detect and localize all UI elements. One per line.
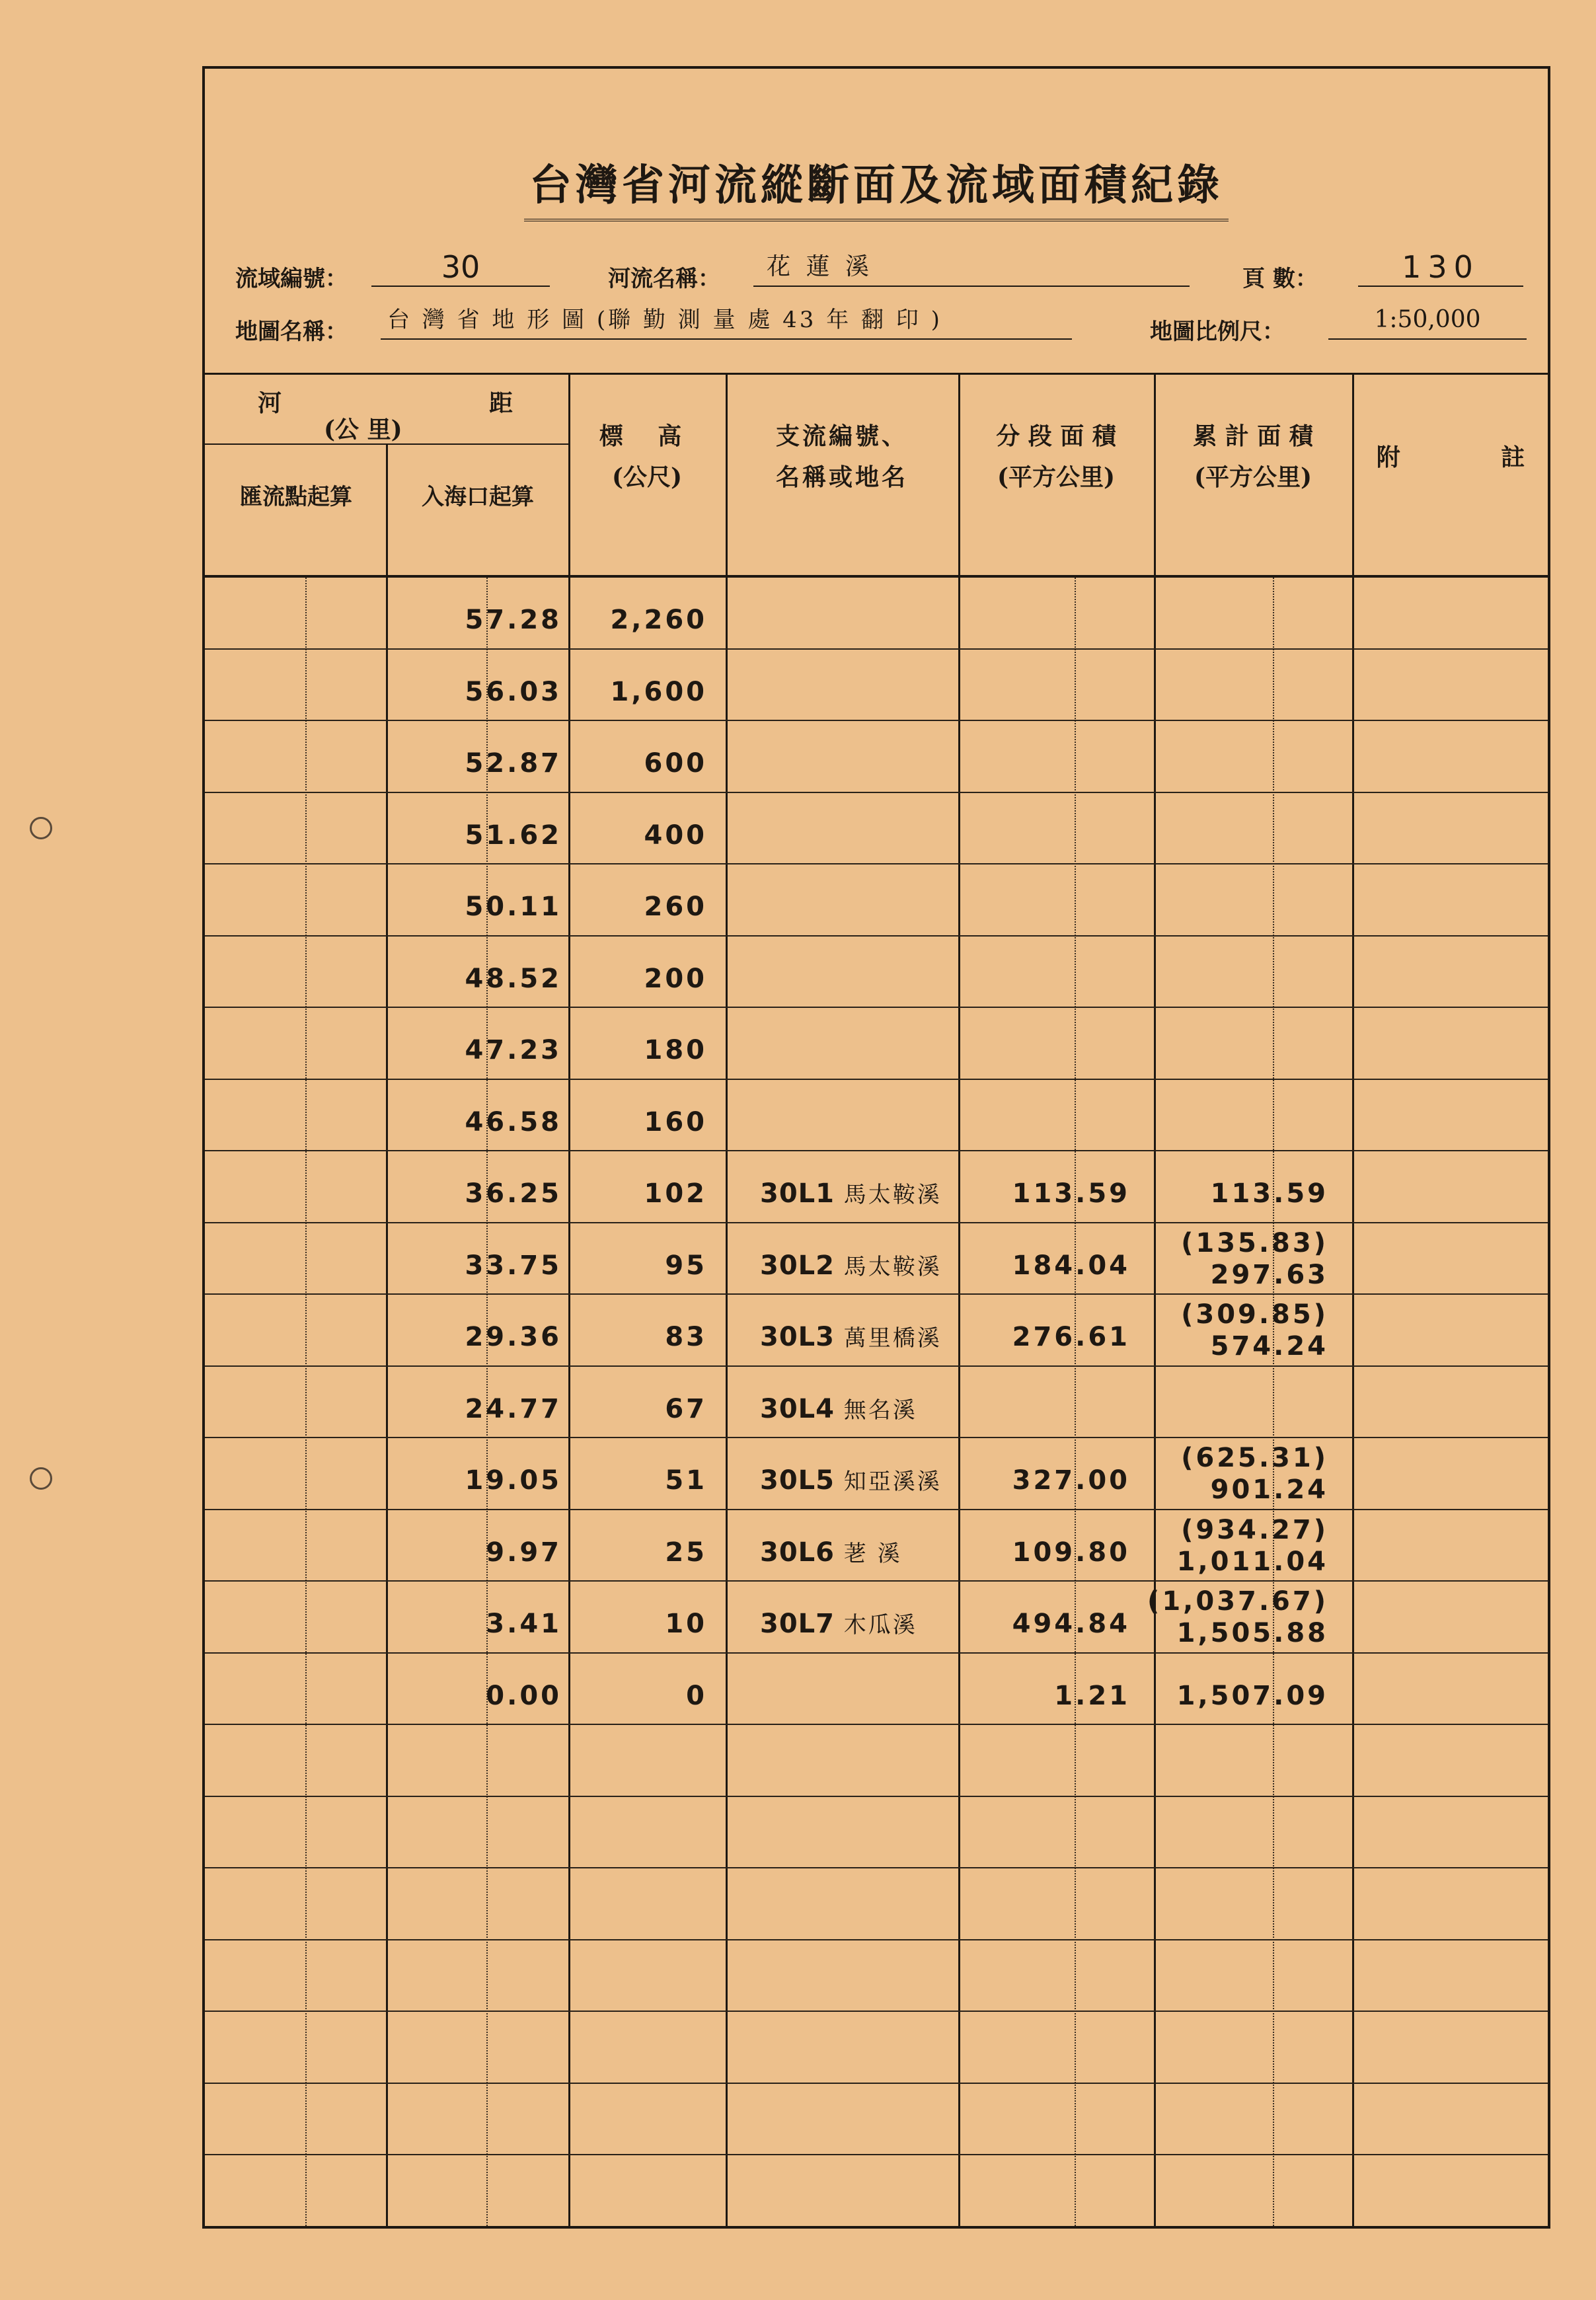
tributary-name: 知亞溪溪 (834, 1469, 942, 1496)
table-row (205, 1080, 1548, 1152)
elevation-value: 67 (665, 1393, 707, 1424)
river-name-value: 花 蓮 溪 (753, 249, 1190, 287)
table-top-rule (205, 373, 1548, 375)
elevation-value: 10 (665, 1609, 707, 1640)
segment-area-value: 113.59 (1012, 1178, 1130, 1209)
distance-from-mouth: 33.75 (465, 1250, 562, 1281)
page-value: 130 (1358, 249, 1523, 287)
map-scale-label: 地圖比例尺： (1150, 319, 1285, 345)
map-scale-value: 1:50,000 (1328, 301, 1527, 340)
tributary-entry (760, 1467, 942, 1495)
tributary-code: 30L4 (760, 1393, 835, 1424)
cumulative-area-prior: (309.85) (1181, 1299, 1328, 1330)
header-tributary-line1: 支流編號、 (775, 422, 908, 450)
basin-no-value: 30 (371, 249, 550, 287)
elevation-value: 1,600 (610, 676, 707, 707)
distance-unit: (公 里) (324, 416, 402, 443)
cumulative-area-value: 1,505.88 (1176, 1618, 1328, 1648)
distance-from-mouth: 48.52 (465, 963, 562, 994)
table-row (205, 721, 1548, 793)
table-row (205, 864, 1548, 937)
tributary-entry (760, 1180, 942, 1208)
header-segment-area: 分 段 面 積 (996, 422, 1116, 450)
tributary-entry (760, 1252, 942, 1280)
tributary-name: 無名溪 (834, 1397, 917, 1424)
elevation-value: 0 (686, 1680, 707, 1711)
header-from-confluence: 匯流點起算 (240, 484, 352, 510)
profile-table (205, 373, 1548, 2226)
tributary-code: 30L3 (760, 1322, 835, 1353)
cumulative-area-prior: (625.31) (1181, 1443, 1328, 1473)
tributary-name: 木瓜溪 (834, 1612, 917, 1639)
record-form (202, 66, 1550, 2229)
header-cumulative-area: 累 計 面 積 (1193, 422, 1313, 450)
header-remarks: 附 註 (1376, 443, 1525, 471)
segment-area-value: 109.80 (1012, 1537, 1130, 1568)
table-row (205, 1797, 1548, 1869)
distance-from-mouth: 57.28 (465, 605, 562, 636)
map-name-label: 地圖名稱： (235, 319, 348, 345)
table-row (205, 2084, 1548, 2156)
header-cumulative-area-unit: (平方公里) (1194, 463, 1312, 491)
tributary-name: 馬太鞍溪 (834, 1253, 942, 1280)
cumulative-area-value: 297.63 (1210, 1259, 1328, 1290)
map-name-value: 台 灣 省 地 形 圖 (聯 勤 測 量 處 43 年 翻 印 ) (381, 301, 1072, 340)
tributary-code: 30L1 (760, 1178, 835, 1209)
distance-from-mouth: 52.87 (465, 748, 562, 779)
table-row (205, 1008, 1548, 1080)
river-name-label: 河流名稱： (608, 266, 720, 292)
distance-from-mouth: 3.41 (486, 1609, 562, 1640)
table-row (205, 1940, 1548, 2012)
distance-from-mouth: 46.58 (465, 1106, 562, 1137)
elevation-value: 2,260 (610, 605, 707, 636)
table-row (205, 1654, 1548, 1726)
cumulative-area-value: 574.24 (1210, 1331, 1328, 1361)
table-row (205, 793, 1548, 865)
distance-from-mouth: 0.00 (486, 1680, 562, 1711)
table-row (205, 578, 1548, 650)
cumulative-area-prior: (135.83) (1181, 1227, 1328, 1258)
table-row (205, 937, 1548, 1009)
table-row (205, 1223, 1548, 1295)
tributary-name: 馬太鞍溪 (834, 1182, 942, 1209)
elevation-value: 200 (644, 963, 707, 994)
tributary-name: 荖 溪 (834, 1540, 902, 1567)
segment-area-value: 276.61 (1012, 1322, 1130, 1353)
table-row (205, 1510, 1548, 1582)
header-elevation: 標 高 (599, 422, 695, 450)
distance-from-mouth: 51.62 (465, 820, 562, 851)
tributary-code: 30L6 (760, 1537, 835, 1568)
header-from-mouth: 入海口起算 (422, 484, 534, 510)
table-row (205, 1438, 1548, 1510)
distance-from-mouth: 9.97 (486, 1537, 562, 1568)
table-row (205, 650, 1548, 722)
elevation-value: 25 (665, 1537, 707, 1568)
elevation-value: 180 (644, 1035, 707, 1066)
binder-hole-bottom (30, 1467, 52, 1490)
page-label: 頁 數： (1242, 266, 1318, 292)
table-row (205, 1725, 1548, 1797)
distance-from-mouth: 50.11 (465, 892, 562, 923)
elevation-value: 102 (644, 1178, 707, 1209)
segment-area-value: 1.21 (1054, 1680, 1130, 1711)
segment-area-value: 184.04 (1012, 1250, 1130, 1281)
elevation-value: 260 (644, 892, 707, 923)
tributary-code: 30L5 (760, 1465, 835, 1496)
header-segment-area-unit: (平方公里) (997, 463, 1116, 491)
basin-no-label: 流域編號： (235, 266, 348, 292)
binder-hole-top (30, 817, 52, 839)
table-row (205, 1868, 1548, 1940)
tributary-code: 30L2 (760, 1250, 835, 1281)
tributary-entry (760, 1539, 902, 1567)
form-title: 台灣省河流縱斷面及流域面積紀錄 (205, 151, 1548, 221)
cumulative-area-value: 1,011.04 (1176, 1546, 1328, 1577)
table-row (205, 1367, 1548, 1439)
tributary-name: 萬里橋溪 (834, 1325, 942, 1352)
distance-from-mouth: 24.77 (465, 1393, 562, 1424)
tributary-entry (760, 1324, 942, 1352)
distance-from-mouth: 47.23 (465, 1035, 562, 1066)
header-tributary-line2: 名稱或地名 (775, 463, 908, 491)
table-row (205, 2012, 1548, 2084)
elevation-value: 400 (644, 820, 707, 851)
elevation-value: 83 (665, 1322, 707, 1353)
elevation-value: 95 (665, 1250, 707, 1281)
distance-from-mouth: 56.03 (465, 676, 562, 707)
table-row (205, 2155, 1548, 2227)
elevation-value: 600 (644, 748, 707, 779)
table-row (205, 1295, 1548, 1367)
table-row (205, 1582, 1548, 1654)
segment-area-value: 494.84 (1012, 1609, 1130, 1640)
cumulative-area-prior: (1,037.67) (1147, 1586, 1328, 1617)
cumulative-area-value: 1,507.09 (1176, 1680, 1328, 1711)
distance-from-mouth: 19.05 (465, 1465, 562, 1496)
distance-from-mouth: 36.25 (465, 1178, 562, 1209)
elevation-value: 51 (665, 1465, 707, 1496)
table-row (205, 1151, 1548, 1223)
distance-header-right: 距 (489, 389, 513, 417)
tributary-code: 30L7 (760, 1609, 835, 1640)
header-elevation-unit: (公尺) (611, 463, 683, 491)
tributary-entry (760, 1611, 917, 1638)
tributary-entry (760, 1393, 917, 1424)
cumulative-area-value: 113.59 (1210, 1178, 1328, 1209)
distance-from-mouth: 29.36 (465, 1322, 562, 1353)
cumulative-area-value: 901.24 (1210, 1475, 1328, 1505)
segment-area-value: 327.00 (1012, 1465, 1130, 1496)
elevation-value: 160 (644, 1106, 707, 1137)
distance-header-left: 河 (258, 389, 282, 417)
cumulative-area-prior: (934.27) (1181, 1514, 1328, 1545)
